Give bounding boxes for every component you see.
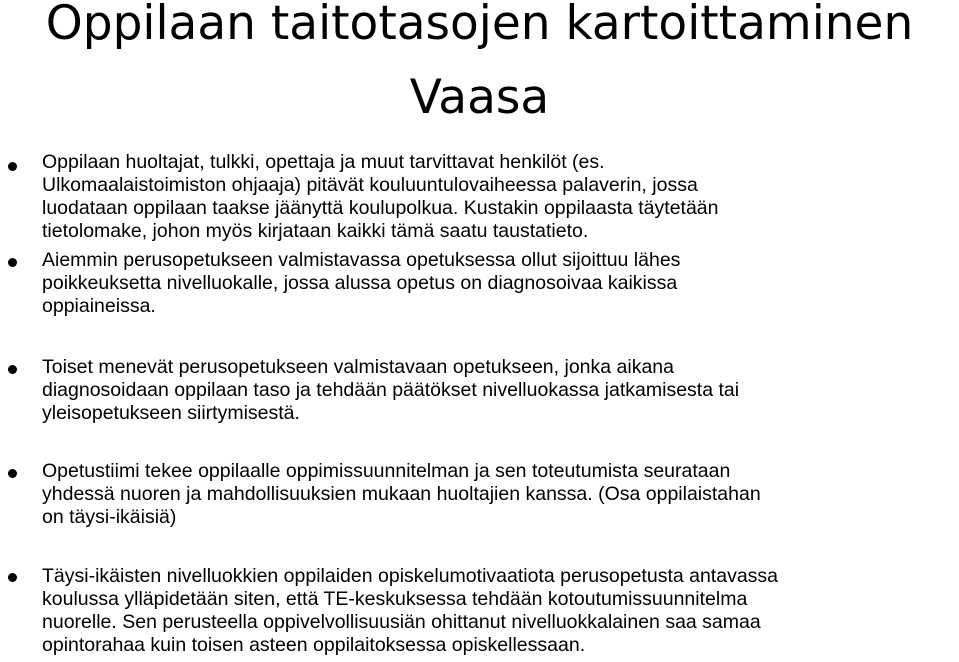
bullet-line: tietolomake, johon myös kirjataan kaikki tämä saatu taustatieto. [42, 220, 589, 242]
bullet-line: yhdessä nuoren ja mahdollisuuksien mukaan huoltajien kanssa. (Osa oppilaistahan [42, 483, 761, 505]
bullet-line: luodataan oppilaan taakse jäänyttä koulupolkua. Kustakin oppilaasta täytetään [42, 197, 719, 219]
bullet-line: nuorelle. Sen perusteella oppivelvollisuusiän ohittanut nivelluokkalainen saa samaa [42, 611, 761, 633]
bullet-line: koulussa ylläpidetään siten, että TE-keskuksessa tehdään kotoutumissuunnitelma [42, 588, 748, 610]
slide-title-line-1: Oppilaan taitotasojen kartoittaminen [45, 0, 914, 51]
bullet-line: yleisopetukseen siirtymisestä. [42, 402, 300, 424]
bullet-line: Aiemmin perusopetukseen valmistavassa opetuksessa ollut sijoittuu lähes [42, 249, 681, 271]
bullet-line: Oppilaan huoltajat, tulkki, opettaja ja muut tarvittavat henkilöt (es. [42, 151, 605, 173]
slide-title-line-2: Vaasa [409, 70, 550, 125]
bullet-line: oppiaineissa. [42, 295, 156, 317]
bullet-line: Toiset menevät perusopetukseen valmistavaan opetukseen, jonka aikana [42, 356, 674, 378]
bullet-line: Täysi-ikäisten nivelluokkien oppilaiden opiskelumotivaatiota perusopetusta antavassa [42, 565, 779, 587]
bullet-dot-icon [8, 258, 17, 267]
bullet-text [42, 151, 954, 243]
bullet-line: poikkeuksetta nivelluokalle, jossa alussa opetus on diagnosoivaa kaikissa [42, 272, 678, 294]
bullet-dot-icon [8, 573, 17, 582]
bullet-line: Opetustiimi tekee oppilaalle oppimissuunnitelman ja sen toteutumista seurataan [42, 460, 731, 482]
bullet-line: diagnosoidaan oppilaan taso ja tehdään päätökset nivelluokassa jatkamisesta tai [42, 379, 740, 401]
bullet-dot-icon [8, 469, 17, 478]
bullet-dot-icon [8, 365, 17, 374]
bullet-line: Ulkomaalaistoimiston ohjaaja) pitävät kouluuntulovaiheessa palaverin, jossa [42, 174, 698, 196]
bullet-text [42, 565, 954, 657]
bullet-text [42, 249, 954, 318]
bullet-line: opintorahaa kuin toisen asteen oppilaitoksessa opiskellessaan. [42, 634, 586, 656]
bullet-dot-icon [8, 162, 17, 171]
bullet-line: on täysi-ikäisiä) [42, 506, 177, 528]
bullet-text [42, 356, 954, 425]
bullet-text [42, 460, 954, 529]
